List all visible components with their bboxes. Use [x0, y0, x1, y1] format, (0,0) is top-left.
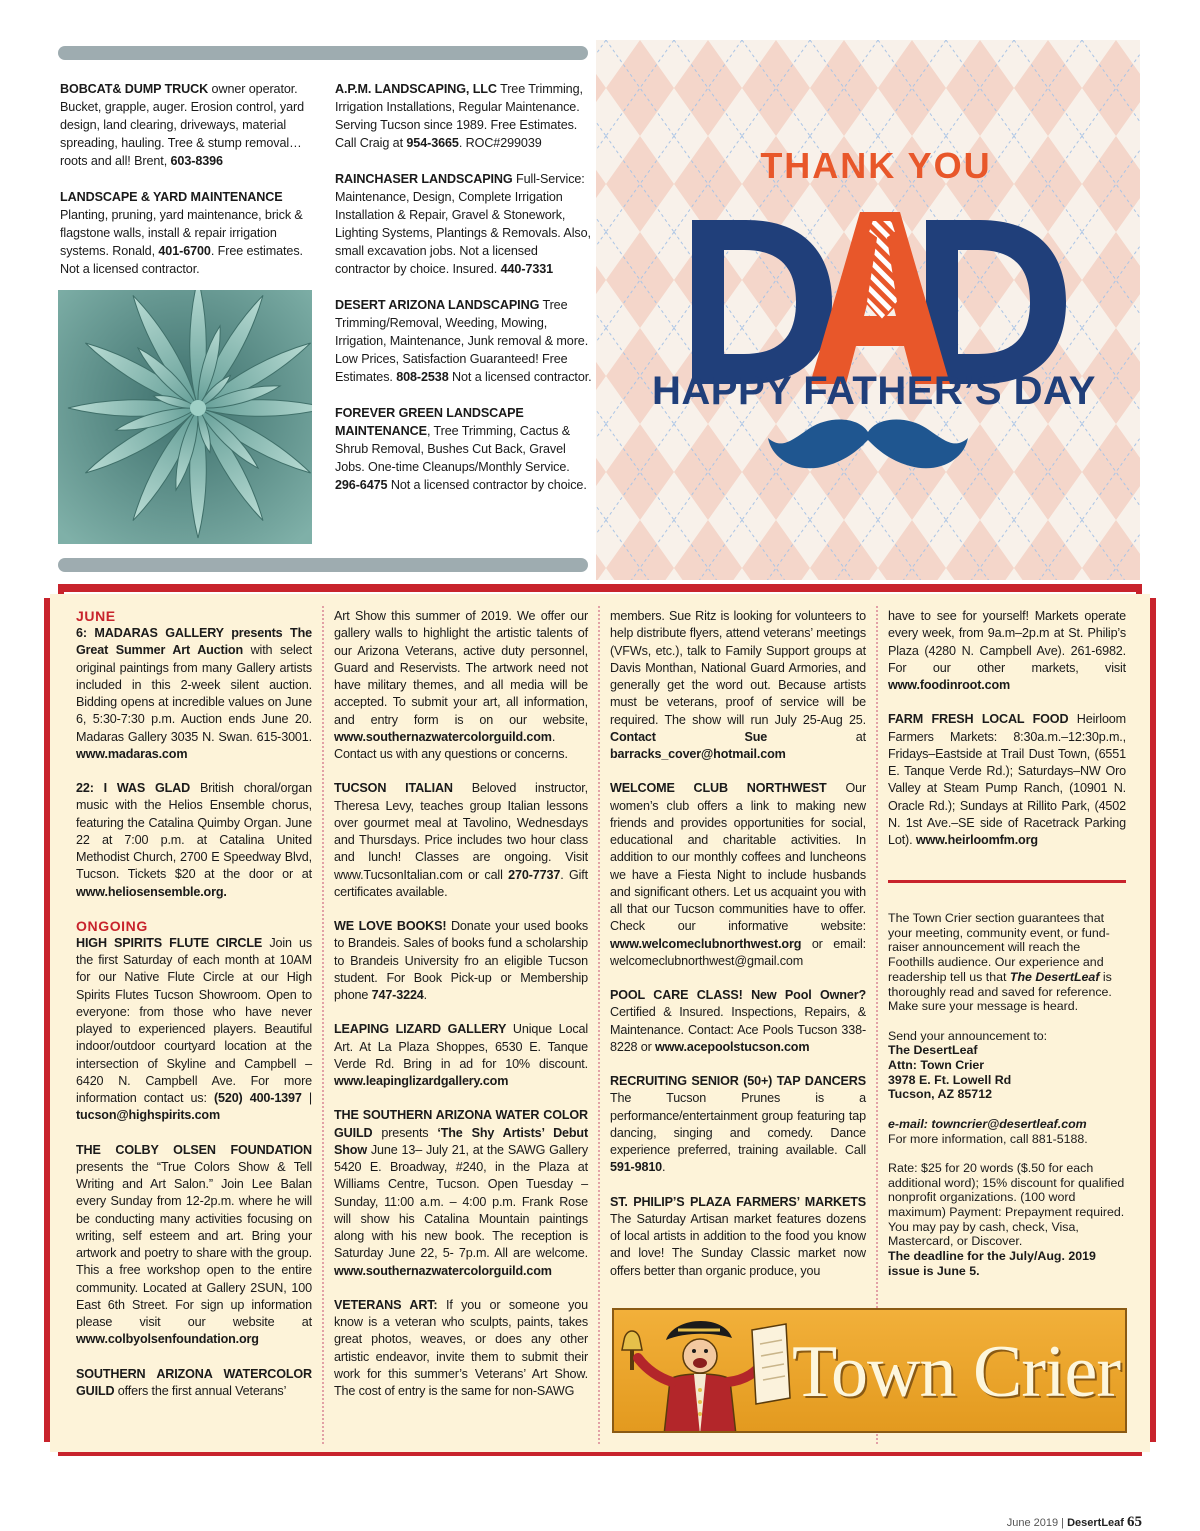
ad-phone: 440-7331	[500, 262, 554, 276]
event-listing: THE SOUTHERN ARIZONA WATER COLOR GUILD presents ‘The Shy Artists’ Debut Show June 13– July 21, at the SAWG Gallery 5420 E. Broadway, #240, in the Plaza at Williams Centre, Tucson. Open Tuesday – Sunday, 11:00 a.m. – 4:00 p.m. Frank Rose will show his Catalina Mountain paintings along with his new book. The reception is Saturday June 22, 5- 7p.m. All are welcome. www.southernazwatercolorguild.com	[334, 1108, 588, 1278]
top-rule-bar	[58, 46, 588, 60]
ad-tail: Not a licensed contractor by choice.	[387, 478, 587, 492]
agave-plant-photo	[58, 290, 312, 544]
section-heading-ongoing: ONGOING	[76, 917, 148, 934]
town-crier-title: Town Crier	[792, 1331, 1121, 1413]
ad-phone: 401-6700	[158, 244, 211, 258]
crier-column-4	[888, 608, 1126, 866]
mailing-address: Send your announcement to: The DesertLeaf Attn: Town Crier 3978 E. Ft. Lowell Rd Tucson, AZ 85712	[888, 1028, 1048, 1102]
event-listing: TUCSON ITALIAN Beloved instructor, Theresa Levy, teaches group Italian lessons over gourmet meal at Tavolino, Wednesdays and Thursdays. Price includes two hour class and lunch! Classes are ongoing. Visit www.TucsonItalian.com or call 270-7737. Gift certificates available.	[334, 781, 588, 899]
thank-you-heading: THANK YOU	[760, 145, 992, 186]
ad-name: BOBCAT& DUMP TRUCK	[60, 82, 209, 96]
ad-text: owner operator. Bucket, grapple, auger. Erosion control, yard design, land clearing, driveways, material spreading, hauling. Tree & stump removal… roots and all! Brent,	[60, 82, 305, 168]
column-divider	[322, 606, 324, 1444]
event-listing: LEAPING LIZARD GALLERY Unique Local Art. At La Plaza Shoppes, 6530 E. Tanque Verde Rd. Bring in ad for 10% discount. www.leapinglizardgallery.com	[334, 1022, 588, 1088]
event-listing: Art Show this summer of 2019. We offer our gallery walls to highlight the artistic talents of our Arizona Veterans, active duty personnel, Guard and Reservists. The artwork need not have military themes, and all media will be accepted. To submit your art, all information, and entry form is on our website, www.southernazwatercolorguild.com. Contact us with any questions or concerns.	[334, 609, 588, 761]
classifieds-left-column	[60, 80, 312, 296]
town-crier-info	[888, 911, 1128, 1293]
event-listing: RECRUITING SENIOR (50+) TAP DANCERS The Tucson Prunes is a performance/entertainment group featuring tap dancing, singing and comedy. Dance experience preferred, training available. Call 591-9810.	[610, 1074, 866, 1175]
section-heading-june: JUNE	[76, 608, 116, 624]
red-divider-rule	[888, 880, 1126, 883]
ad-text: , Tree Trimming, Cactus & Shrub Removal, Bushes Cut Back, Gravel Jobs. One-time Cleanups/Monthly Service.	[335, 424, 571, 474]
ad-tail: . ROC#299039	[458, 136, 542, 150]
ad-phone: 296-6475	[335, 478, 388, 492]
ad-phone: 603-8396	[170, 154, 223, 168]
event-listing: VETERANS ART: If you or someone you know is a veteran who sculpts, paints, takes great photos, weaves, or does any other artistic endeavor, invite them to submit their work for this summer’s Veterans’ Art Show. The cost of entry is the same for non-SAWG	[334, 1297, 588, 1398]
classified-ad	[335, 296, 593, 386]
classified-ad	[60, 188, 312, 278]
event-listing: have to see for yourself! Markets operate every week, from 9a.m–2p.m at St. Philip’s Plaza (4280 N. Campbell Ave). 261-6982. For our other markets, visit www.foodinroot.com	[888, 609, 1126, 692]
email-link[interactable]: e-mail: towncrier@desertleaf.com	[888, 1116, 1087, 1131]
issue-date: June 2019	[1006, 1517, 1059, 1529]
event-listing: WE LOVE BOOKS! Donate your used books to Brandeis. Sales of books fund a scholarship to Brandeis University fro an eligible Tucson student. For Book Pick-up or Membership phone 747-3224.	[334, 919, 588, 1002]
classified-ad	[335, 170, 593, 278]
page-folio	[1007, 1514, 1142, 1531]
fathers-day-ad	[596, 40, 1140, 580]
event-listing: 22: I WAS GLAD British choral/organ music with the Helios Ensemble chorus, featuring the Catalina Quimby Organ. June 22 at 7:00 p.m. at Catalina United Methodist Church, 2700 E Speedway Blvd, Tucson. Tickets $20 at the door or at www.heliosensemble.org.	[76, 781, 312, 899]
classified-ad	[335, 80, 593, 152]
publication-name: DesertLeaf	[1067, 1517, 1124, 1529]
ad-phone: 808-2538	[396, 370, 449, 384]
ad-name: RAINCHASER LANDSCAPING	[335, 172, 513, 186]
ad-tail: . Free estimates. Not a licensed contractor.	[60, 244, 303, 276]
event-listing: 6: MADARAS GALLERY presents The Great Summer Art Auction with select original paintings from many Gallery artists included in this 2-week silent auction. Bidding opens at incredible values on June 6, 5:30-7:30 p.m. Auction ends June 20. Madaras Gallery 3035 N. Swan. 615-3001. www.madaras.com	[76, 626, 312, 761]
event-listing: HIGH SPIRITS FLUTE CIRCLE Join us the first Saturday of each month at 10AM for our Native Flute Circle at our High Spirits Flutes Tucson Showroom. Open to everyone: from those who have never played to experienced players. Beautiful indoor/outdoor courtyard location at the intersection of Skyline and Campbell – 6420 N. Campbell Ave. For more information contact us: (520) 400-1397 | tucson@highspirits.com	[76, 935, 313, 1123]
info-intro: The Town Crier section guarantees that your meeting, community event, or fund-raiser announcement will reach the Foothills audience. Our experience and readership tell us that The DesertLeaf is thoroughly read and saved for reference. Make sure your message is heard.	[888, 911, 1112, 1014]
town-crier-banner	[612, 1308, 1127, 1433]
town-crier-mascot	[614, 1310, 794, 1433]
ad-name: DESERT ARIZONA LANDSCAPING	[335, 298, 540, 312]
folio-separator: |	[1061, 1517, 1065, 1529]
happy-fathers-day-heading: HAPPY FATHER’S DAY	[652, 369, 1096, 413]
ad-phone: 954-3665	[406, 136, 459, 150]
ad-text: Planting, pruning, yard maintenance, brick & flagstone walls, install & repair irrigation systems. Ronald,	[60, 208, 303, 258]
event-listing: POOL CARE CLASS! New Pool Owner? Certified & Insured. Inspections, Repairs, & Maintenance. Contact: Ace Pools Tucson 338-8228 or www.acepoolstucson.com	[610, 988, 866, 1054]
classified-ad	[335, 404, 593, 494]
event-listing: WELCOME CLUB NORTHWEST Our women’s club offers a link to making new friends and provides opportunities for social, educational and charitable activities. In addition to our monthly coffees and luncheons we have a Fiesta Night to include husbands and significant others. Let us acquaint you with all that our Tucson communities have to offer. Check our informative website: www.welcomeclubnorthwest.org or email: welcomeclubnorthwest@gmail.com	[610, 781, 866, 968]
page-number: 65	[1127, 1514, 1142, 1530]
event-listing: FARM FRESH LOCAL FOOD Heirloom Farmers Markets: 8:30a.m.–12:30p.m., Fridays–Eastside at Trail Dust Town, (6551 E. Tanque Verde Rd.); Saturdays–NW Oro Valley at Steam Pump Ranch, (10901 N. Oracle Rd.); Sundays at Rillito Park, (4502 N. 1st Ave.–SE side of Racetrack Parking Lot). www.heirloomfm.org	[888, 712, 1126, 847]
ad-tail: Not a licensed contractor.	[448, 370, 592, 384]
event-listing: THE COLBY OLSEN FOUNDATION presents the “True Colors Show & Tell Writing and Art Salon.” Join Lee Balan every Sunday from 12-2p.m. where he will be conducting many activities focusing on writing, self esteem and art. Bring your artwork and poetry to share with the group. This a free workshop open to the entire community. Located at Gallery 2SUN, 100 East 6th Street. For sign up information please visit our website at www.colbyolsenfoundation.org	[76, 1142, 312, 1347]
classifieds-right-column	[335, 80, 593, 512]
ad-text: Tree Trimming/Removal, Weeding, Mowing, Irrigation, Maintenance, Junk removal & more. Low Prices, Satisfaction Guaranteed! Free Estimates.	[335, 298, 589, 384]
rate-info: Rate: $25 for 20 words ($.50 for each additional word); 15% discount for qualified nonprofit organizations. (100 word maximum) Payment: Prepayment required. You may pay by cash, check, Visa, Mastercard, or Discover. The deadline for the July/Aug. 2019 issue is June 5.	[888, 1160, 1125, 1278]
column-divider	[598, 606, 600, 1444]
ad-name: A.P.M. LANDSCAPING, LLC	[335, 82, 497, 96]
ad-name: LANDSCAPE & YARD MAINTENANCE	[60, 190, 283, 204]
crier-column-1	[76, 608, 312, 1417]
bottom-rule-bar	[58, 558, 588, 572]
event-listing: SOUTHERN ARIZONA WATERCOLOR GUILD offers the first annual Veterans’	[76, 1366, 312, 1398]
ad-text: Full-Service: Maintenance, Design, Complete Irrigation Installation & Repair, Gravel & Stonework, Lighting Systems, Plantings & Removals. Also, small excavation jobs. Not a licensed contractor by choice. Insured.	[335, 172, 591, 276]
crier-column-2	[334, 608, 588, 1417]
event-listing: members. Sue Ritz is looking for volunteers to help distribute flyers, attend veterans’ meetings (VFWs, etc.), talk to Family Support groups at Davis Monthan, National Guard Armories, and generally get the word out. Because artists must be veterans, proof of service will be required. The show will run July 25-Aug 25. Contact Sue at barracks_cover@hotmail.com	[610, 609, 866, 761]
event-listing: ST. PHILIP’S PLAZA FARMERS’ MARKETS The Saturday Artisan market features dozens of local artists in addition to the food you know and love! The Sunday Classic market now offers better than organic produce, you	[610, 1194, 866, 1278]
ad-text: Tree Trimming, Irrigation Installations, Regular Maintenance. Serving Tucson since 1989. Free Estimates. Call Craig at	[335, 82, 583, 150]
ad-name: FOREVER GREEN LANDSCAPE MAINTENANCE	[335, 406, 524, 438]
contact-info: e-mail: towncrier@desertleaf.com For more information, call 881-5188.	[888, 1116, 1088, 1146]
classified-ad	[60, 80, 312, 170]
crier-column-3	[610, 608, 866, 1297]
